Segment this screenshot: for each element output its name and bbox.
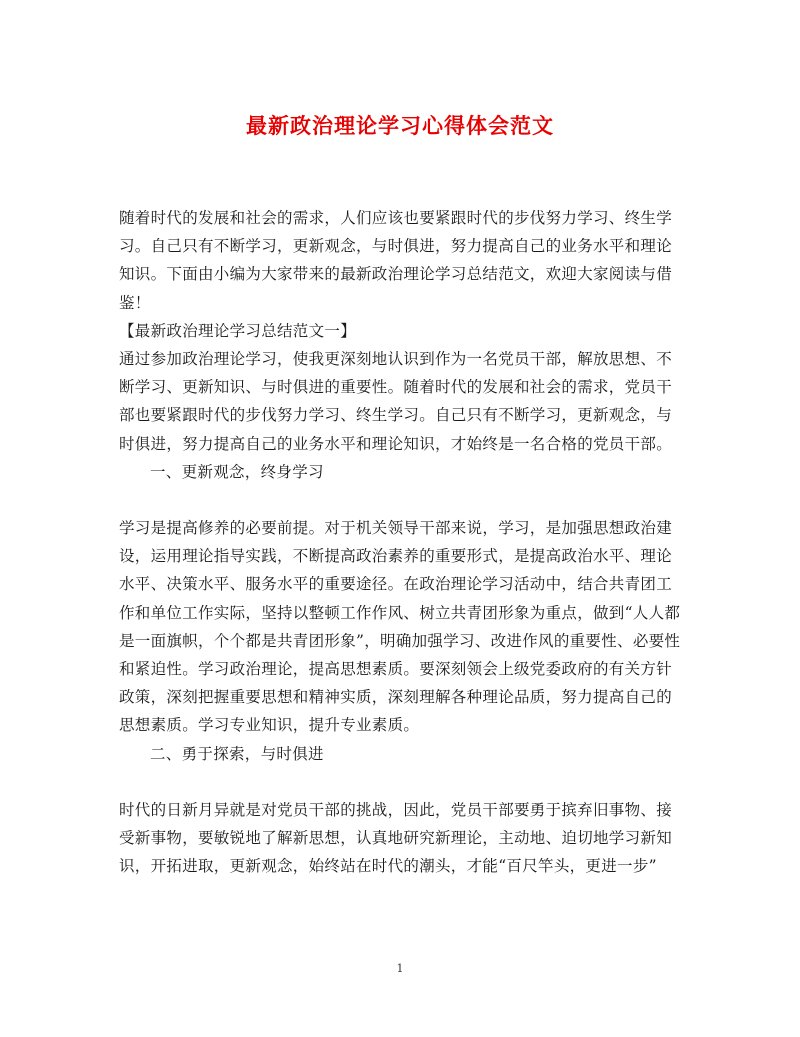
subheading-1: 一、更新观念，终身学习 — [150, 462, 324, 481]
paragraph-3: 时代的日新月异就是对党员干部的挑战，因此，党员干部要勇于摈弃旧事物、接受新事物，要敏锐地了解新思想，认真地研究新理论，主动地、迫切地学习新知识，开拓进取，更新观念，始终站在时代的潮头，才能“百尺竿头，更进一步” — [119, 800, 673, 876]
blank-line — [119, 768, 681, 796]
paragraph-2: 学习是提高修养的必要前提。对于机关领导干部来说，学习，是加强思想政治建设，运用理论指导实践，不断提高政治素养的重要形式，是提高政治水平、理论水平、决策水平、服务水平的重要途径。在政治理论学习活动中，结合共青团工作和单位工作实际，坚持以整顿工作作风、树立共青团形象为重点，做到“人人都是一面旗帜，个个都是共青团形象”，明确加强学习、改进作风的重要性、必要性和紧迫性。学习政治理论，提高思想素质。要深刻领会上级党委政府的有关方针政策，深刻把握重要思想和精神实质，深刻理解各种理论品质，努力提高自己的思想素质。学习专业知识，提升专业素质。 — [119, 519, 681, 735]
page-number: 1 — [396, 962, 404, 975]
document-body — [119, 204, 681, 880]
subheading-2: 二、勇于探索，与时俱进 — [150, 744, 324, 763]
blank-line — [119, 486, 681, 514]
paragraph-1: 通过参加政治理论学习，使我更深刻地认识到作为一名党员干部，解放思想、不断学习、更新知识、与时俱进的重要性。随着时代的发展和社会的需求，党员干部也要紧跟时代的步伐努力学习、终生学习。自己只有不断学习，更新观念，与时俱进，努力提高自己的业务水平和理论知识，才始终是一名合格的党员干部。 — [119, 350, 673, 453]
section-heading: 【最新政治理论学习总结范文一】 — [119, 321, 357, 340]
intro-paragraph: 随着时代的发展和社会的需求，人们应该也要紧跟时代的步伐努力学习、终生学习。自己只有不断学习，更新观念，与时俱进，努力提高自己的业务水平和理论知识。下面由小编为大家带来的最新政治理论学习总结范文，欢迎大家阅读与借鉴！ — [119, 209, 673, 312]
document-title: 最新政治理论学习心得体会范文 — [246, 113, 554, 138]
